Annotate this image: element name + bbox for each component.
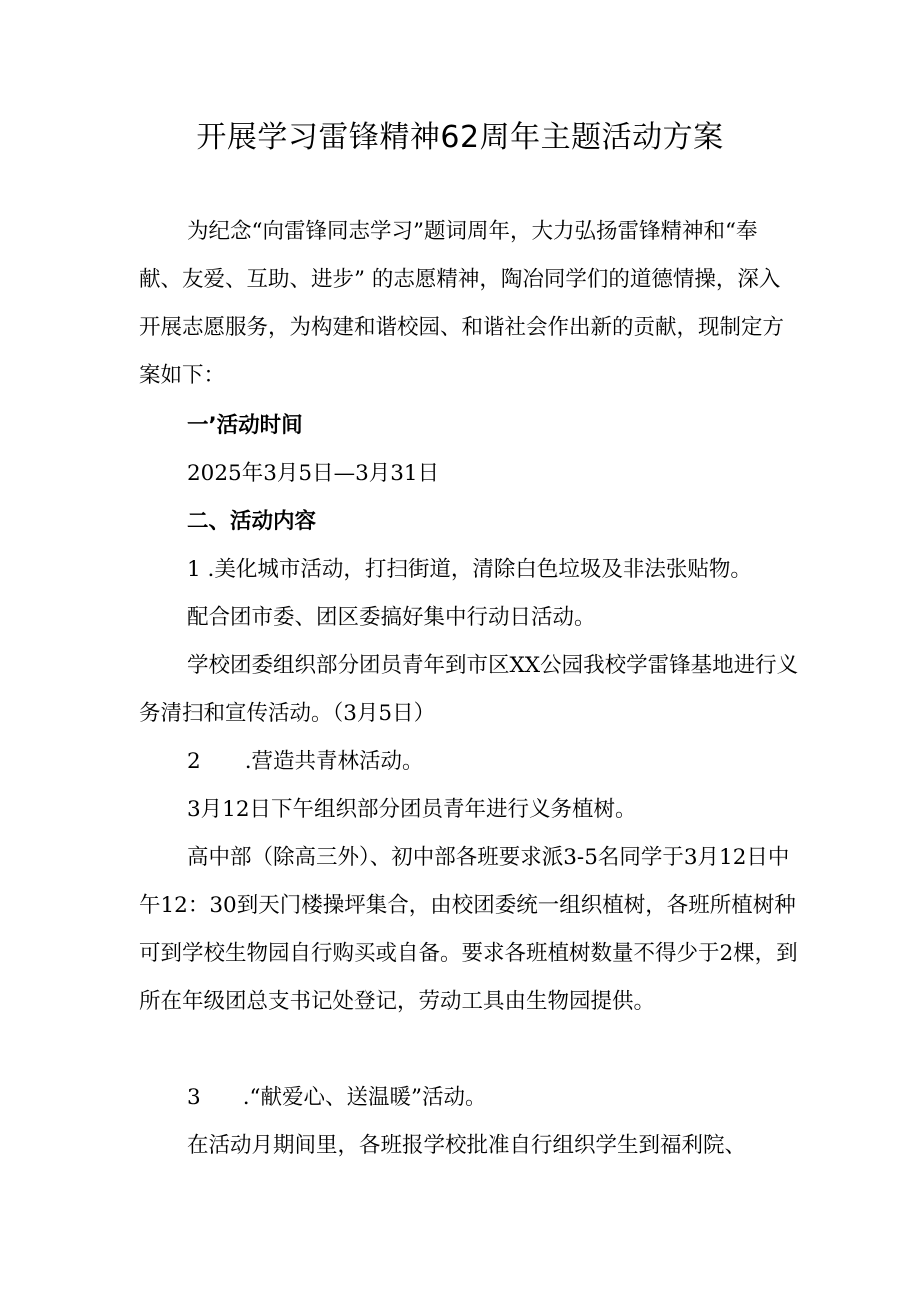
document-title: 开展学习雷锋精神62周年主题活动方案 [196,120,724,155]
item3-number: 3 [187,1085,201,1110]
item3-title-line [139,1074,799,1122]
intro-paragraph: 为纪念“向雷锋同志学习”题词周年，大力弘扬雷锋精神和“奉献、友爱、互助、进步” 的志愿精神，陶冶同学们的道德情操，深入开展志愿服务，为构建和谐校园、和谐社会作出新的贡献，现制定方案如下： [139,219,785,388]
section-heading-content: 二、活动内容 [187,509,317,534]
item2-number: 2 [187,749,201,774]
item3-title: .“献爱心、送温暖”活动。 [242,1085,487,1110]
item1-paragraph-1: 配合团市委、团区委搞好集中行动日活动。 [187,605,596,630]
item1-title: 1 .美化城市活动，打扫街道，清除白色垃圾及非法张贴物。 [187,557,752,582]
item3-paragraph-1: 在活动月期间里，各班报学校批准自行组织学生到福利院、 [187,1133,747,1158]
activity-date: 2025年3月5日—3月31日 [187,461,440,486]
section-heading-time: 一’活动时间 [187,413,303,438]
item2-title: .营造共青林活动。 [244,749,424,774]
item2-paragraph-2: 高中部（除高三外）、初中部各班要求派3-5名同学于3月12日中午12：30到天门楼操坪集合，由校团委统一组织植树，各班所植树种可到学校生物园自行购买或自备。要求各班植树数量不得少于2棵，到所在年级团总支书记处登记，劳动工具由生物园提供。 [139,845,798,1014]
item1-paragraph-2: 学校团委组织部分团员青年到市区XX公园我校学雷锋基地进行义务清扫和宣传活动。（3月5日） [139,653,799,726]
item2-title-line [139,738,799,786]
item2-paragraph-1: 3月12日下午组织部分团员青年进行义务植树。 [187,797,637,822]
